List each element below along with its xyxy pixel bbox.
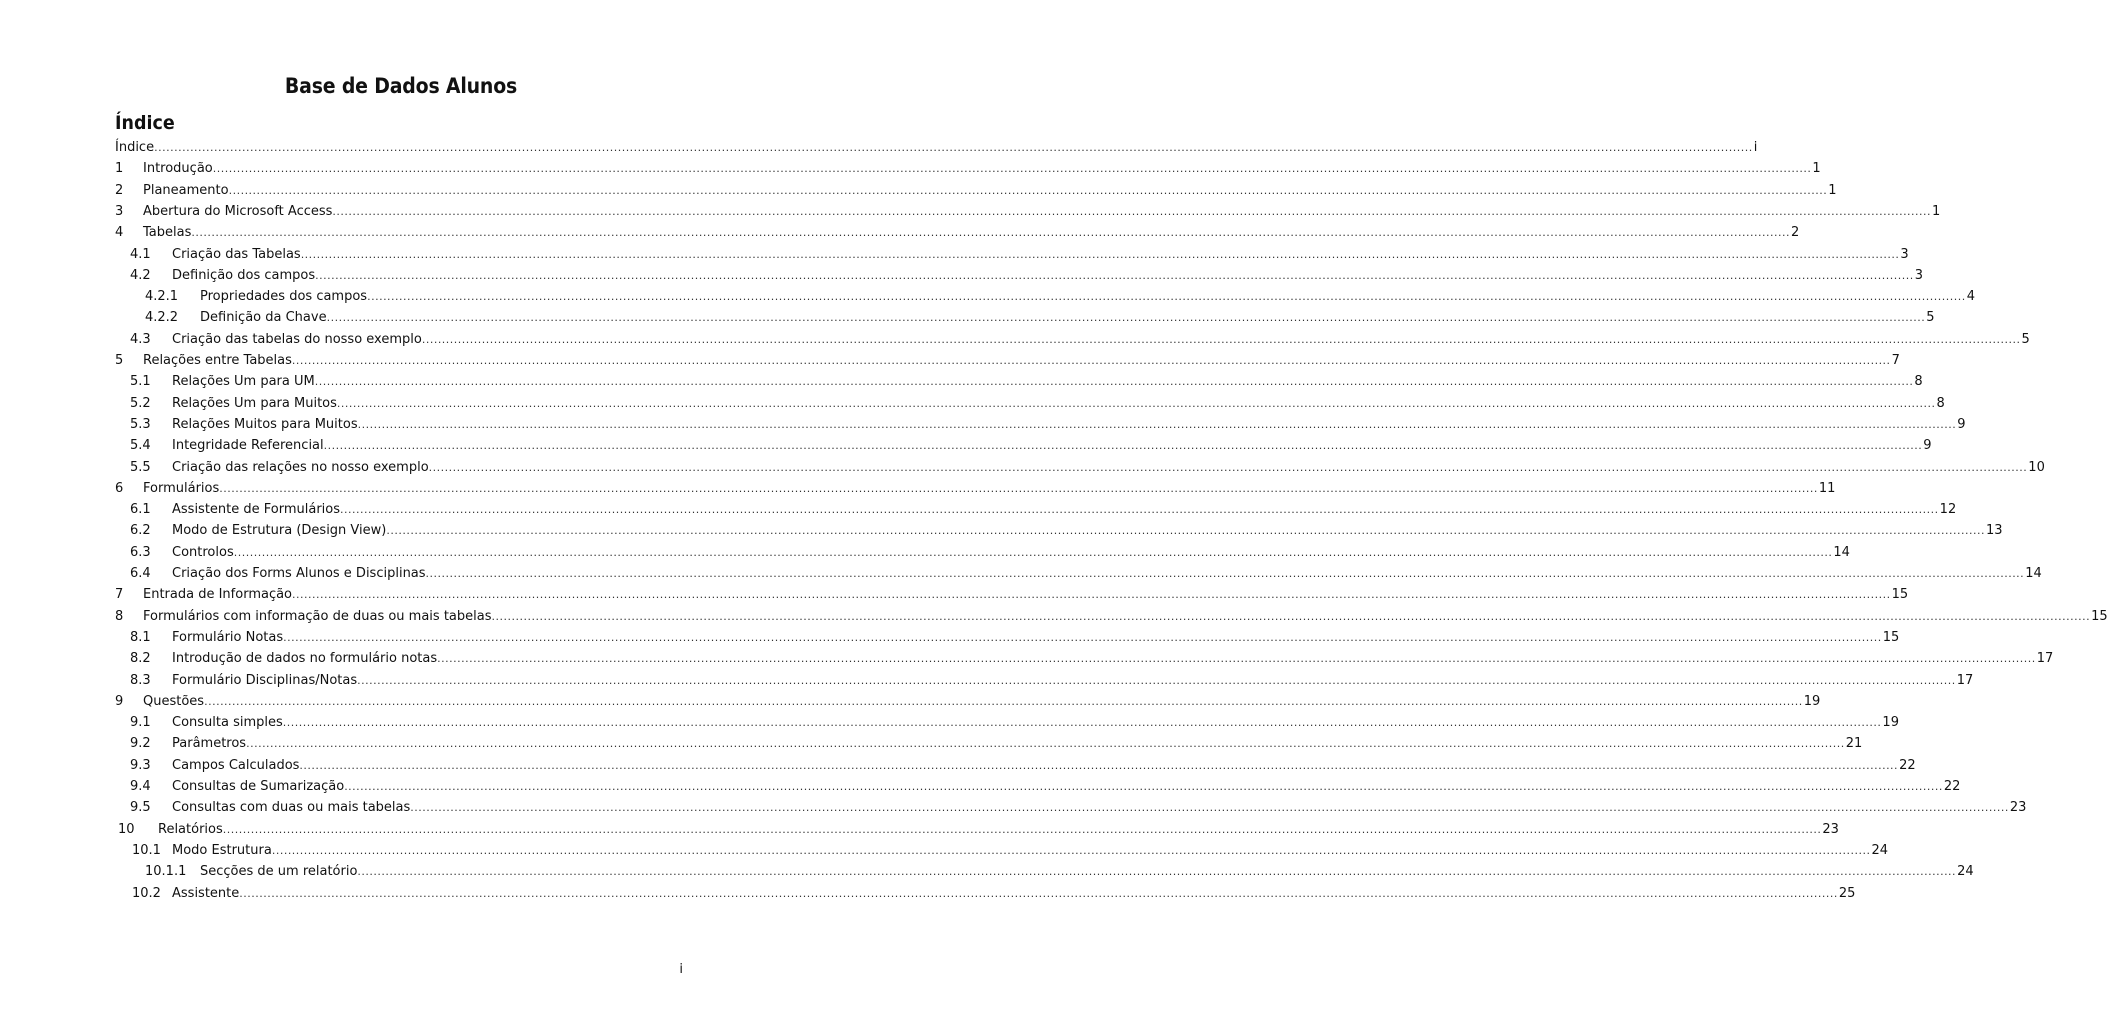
toc-entry[interactable] <box>130 650 2054 668</box>
toc-entry-number: 8 <box>115 608 124 624</box>
toc-entry-number: 6 <box>115 480 124 496</box>
toc-entry[interactable] <box>130 267 1924 285</box>
toc-entry-number: 4.3 <box>130 331 151 347</box>
toc-entry[interactable] <box>130 437 1932 455</box>
toc-entry[interactable] <box>130 778 1961 796</box>
page-number: i <box>679 962 683 977</box>
toc-entry-number: 3 <box>115 203 124 219</box>
toc-entry-label: Formulários com informação de duas ou mais tabelas <box>143 608 492 624</box>
toc-entry-page: 9 <box>1923 438 1932 454</box>
toc-entry-page: 23 <box>1822 821 1839 837</box>
toc-entry-page: 9 <box>1957 416 1966 432</box>
toc-entry[interactable] <box>115 480 1836 498</box>
toc-entry-label: Modo Estrutura <box>172 842 272 858</box>
toc-entry-number: 5.1 <box>130 374 151 390</box>
toc-entry-number: 6.3 <box>130 544 151 560</box>
toc-entry[interactable] <box>118 821 1839 839</box>
toc-entry[interactable] <box>130 714 1899 732</box>
toc-dot-leader: ................................................................................................................................................................................................................................................................................................................................................................................................................ <box>154 141 1753 154</box>
toc-dot-leader: ................................................................................................................................................................................................................................................................................................................................................................................................................ <box>204 694 1803 708</box>
toc-dot-leader: ................................................................................................................................................................................................................................................................................................................................................................................................................ <box>410 801 2009 815</box>
toc-entry-number: 4.2.2 <box>145 310 179 326</box>
toc-entry[interactable] <box>130 544 1850 562</box>
toc-dot-leader: ................................................................................................................................................................................................................................................................................................................................................................................................................ <box>219 481 1818 495</box>
toc-entry-label: Parâmetros <box>172 736 247 752</box>
toc-entry-page: 15 <box>1882 629 1900 645</box>
toc-entry-label: Relações Muitos para Muitos <box>172 416 358 432</box>
toc-entry-label: Definição da Chave <box>200 310 327 326</box>
toc-entry-page: 24 <box>1957 864 1974 880</box>
toc-entry-page: 10 <box>2028 459 2045 475</box>
toc-entry-page: 1 <box>1932 203 1941 219</box>
toc-entry[interactable] <box>130 416 1966 434</box>
toc-entry-number: 5 <box>115 353 124 368</box>
toc-entry-number: 7 <box>115 587 124 603</box>
toc-entry[interactable] <box>130 735 1863 753</box>
toc-dot-leader: ................................................................................................................................................................................................................................................................................................................................................................................................................ <box>357 865 1957 879</box>
toc-entry-number: 5.2 <box>130 395 151 411</box>
toc-dot-leader: ................................................................................................................................................................................................................................................................................................................................................................................................................ <box>428 460 2028 474</box>
toc-entry-number: 6.4 <box>130 566 151 581</box>
toc-dot-leader: ................................................................................................................................................................................................................................................................................................................................................................................................................ <box>314 375 1914 389</box>
toc-dot-leader: ................................................................................................................................................................................................................................................................................................................................................................................................................ <box>332 204 1932 218</box>
toc-entry-label: Abertura do Microsoft Access <box>143 203 333 219</box>
toc-entry-page: 1 <box>1812 161 1821 177</box>
toc-entry-page: 22 <box>1899 757 1916 773</box>
toc-entry-number: 9.4 <box>130 779 151 794</box>
toc-entry-label: Questões <box>143 693 205 709</box>
toc-entry-page: 24 <box>1871 842 1889 858</box>
toc-dot-leader: ................................................................................................................................................................................................................................................................................................................................................................................................................ <box>357 673 1956 687</box>
toc-entry[interactable] <box>145 863 1974 881</box>
toc-entry[interactable] <box>130 757 1916 775</box>
toc-entry-label: Formulário Notas <box>172 629 284 645</box>
toc-entry-page: 19 <box>1882 715 1899 731</box>
toc-entry-label: Relações Um para Muitos <box>172 395 337 411</box>
toc-entry[interactable] <box>115 608 2108 626</box>
toc-entry[interactable] <box>130 565 2042 583</box>
toc-entry-label: Consultas com duas ou mais tabelas <box>172 800 411 816</box>
toc-entry-number: 6.1 <box>130 502 151 518</box>
toc-entry-number: 4.2 <box>130 267 151 283</box>
toc-entry-number: 10.1.1 <box>145 864 187 880</box>
toc-entry-page: 3 <box>1914 267 1924 283</box>
toc-entry-page: 17 <box>1956 672 1974 688</box>
toc-entry-page: 5 <box>2021 331 2030 347</box>
toc-entry-page: i <box>1753 140 1758 155</box>
toc-dot-leader: ................................................................................................................................................................................................................................................................................................................................................................................................................ <box>323 439 1923 453</box>
toc-entry-number: 10.1 <box>132 842 161 858</box>
toc-entry-label: Assistente <box>172 885 240 901</box>
toc-entry-label: Criação das relações no nosso exemplo <box>172 459 429 475</box>
toc-entry-number: 4 <box>115 225 124 241</box>
toc-entry-page: 5 <box>1926 310 1935 326</box>
toc-entry-page: 8 <box>1914 374 1923 390</box>
toc-entry-label: Criação dos Forms Alunos e Disciplinas <box>172 566 426 581</box>
toc-entry-page: 23 <box>2009 800 2027 816</box>
toc-entry-page: 21 <box>1845 736 1863 752</box>
toc-entry-number: 5.4 <box>130 438 151 454</box>
toc-entry[interactable] <box>130 246 1909 264</box>
toc-entry-label: Relações Um para UM <box>172 374 315 390</box>
toc-entry[interactable] <box>130 672 1974 690</box>
toc-dot-leader: ................................................................................................................................................................................................................................................................................................................................................................................................................ <box>292 588 1891 602</box>
toc-entry[interactable] <box>115 693 1821 711</box>
toc-entry-page: 14 <box>2025 566 2042 581</box>
toc-entry-label: Campos Calculados <box>172 757 300 773</box>
toc-entry-label: Introdução <box>143 161 213 177</box>
document-title: Base de Dados Alunos <box>284 74 518 98</box>
toc-entry-label: Modo de Estrutura (Design View) <box>172 523 387 539</box>
toc-entry[interactable] <box>130 799 2027 817</box>
toc-entry-label: Assistente de Formulários <box>172 502 341 518</box>
toc-entry-page: 15 <box>1891 587 1909 603</box>
toc-entry-number: 8.2 <box>130 651 151 667</box>
toc-entry-label: Criação das Tabelas <box>172 246 301 262</box>
toc-entry[interactable] <box>115 203 1941 221</box>
toc-entry-number: 2 <box>115 182 124 198</box>
toc-entry-number: 9 <box>115 693 124 709</box>
toc-entry-number: 4.2.1 <box>145 289 179 305</box>
toc-entry-page: 22 <box>1943 779 1961 794</box>
toc-dot-leader: ................................................................................................................................................................................................................................................................................................................................................................................................................ <box>357 417 1957 431</box>
toc-dot-leader: ................................................................................................................................................................................................................................................................................................................................................................................................................ <box>367 290 1966 304</box>
toc-dot-leader: ................................................................................................................................................................................................................................................................................................................................................................................................................ <box>344 780 1943 793</box>
toc-entry-page: 2 <box>1791 225 1800 241</box>
toc-entry[interactable] <box>115 352 1900 370</box>
toc-entry-page: 19 <box>1803 693 1821 709</box>
toc-entry[interactable] <box>130 459 2045 477</box>
toc-dot-leader: ................................................................................................................................................................................................................................................................................................................................................................................................................ <box>283 630 1882 644</box>
toc-dot-leader: ................................................................................................................................................................................................................................................................................................................................................................................................................ <box>222 822 1822 836</box>
toc-entry-page: 3 <box>1900 246 1909 262</box>
toc-entry-label: Consultas de Sumarização <box>172 779 345 794</box>
toc-dot-leader: ................................................................................................................................................................................................................................................................................................................................................................................................................ <box>291 354 1891 367</box>
toc-dot-leader: ................................................................................................................................................................................................................................................................................................................................................................................................................ <box>246 737 1845 751</box>
toc-entry-number: 8.1 <box>130 629 151 645</box>
toc-entry-label: Formulário Disciplinas/Notas <box>172 672 358 688</box>
toc-dot-leader: ................................................................................................................................................................................................................................................................................................................................................................................................................ <box>421 332 2021 346</box>
toc-dot-leader: ................................................................................................................................................................................................................................................................................................................................................................................................................ <box>437 652 2036 666</box>
toc-entry-number: 1 <box>115 161 124 177</box>
toc-entry[interactable] <box>132 842 1889 860</box>
toc-dot-leader: ................................................................................................................................................................................................................................................................................................................................................................................................................ <box>491 609 2091 623</box>
toc-entry[interactable] <box>130 501 1957 519</box>
toc-dot-leader: ................................................................................................................................................................................................................................................................................................................................................................................................................ <box>425 567 2025 580</box>
toc-entry-page: 7 <box>1891 353 1900 368</box>
toc-entry[interactable] <box>115 182 1837 200</box>
toc-entry-number: 9.1 <box>130 715 151 731</box>
toc-dot-leader: ................................................................................................................................................................................................................................................................................................................................................................................................................ <box>191 226 1790 240</box>
toc-entry-label: Tabelas <box>143 225 192 241</box>
toc-entry-page: 12 <box>1939 502 1957 518</box>
toc-entry-number: 10 <box>118 821 135 837</box>
toc-entry[interactable] <box>145 288 1975 306</box>
toc-entry-label: Criação das tabelas do nosso exemplo <box>172 331 422 347</box>
toc-entry[interactable] <box>130 373 1923 391</box>
toc-entry[interactable] <box>130 629 1900 647</box>
toc-dot-leader: ................................................................................................................................................................................................................................................................................................................................................................................................................ <box>336 396 1936 410</box>
toc-entry-number: 8.3 <box>130 672 151 688</box>
toc-entry-label: Introdução de dados no formulário notas <box>172 651 438 667</box>
toc-entry-number: 6.2 <box>130 523 151 539</box>
toc-dot-leader: ................................................................................................................................................................................................................................................................................................................................................................................................................ <box>239 886 1838 900</box>
toc-entry-page: 14 <box>1833 544 1850 560</box>
toc-entry-label: Controlos <box>172 544 234 560</box>
toc-entry[interactable] <box>130 331 2030 349</box>
toc-entry-page: 13 <box>1986 523 2003 539</box>
toc-dot-leader: ................................................................................................................................................................................................................................................................................................................................................................................................................ <box>299 758 1899 772</box>
toc-entry[interactable] <box>132 885 1856 903</box>
toc-entry-page: 17 <box>2036 651 2054 667</box>
toc-entry[interactable] <box>115 586 1909 604</box>
toc-entry-number: 4.1 <box>130 246 151 262</box>
toc-entry-label: Planeamento <box>143 182 229 198</box>
toc-entry-label: Relatórios <box>158 821 223 837</box>
toc-dot-leader: ................................................................................................................................................................................................................................................................................................................................................................................................................ <box>282 716 1882 730</box>
toc-dot-leader: ................................................................................................................................................................................................................................................................................................................................................................................................................ <box>386 524 1985 538</box>
toc-entry-label: Entrada de Informação <box>143 587 293 603</box>
toc-entry-label: Relações entre Tabelas <box>143 353 292 368</box>
toc-entry-number: 9.5 <box>130 800 151 816</box>
toc-entry[interactable] <box>115 224 1800 242</box>
toc-dot-leader: ................................................................................................................................................................................................................................................................................................................................................................................................................ <box>340 503 1939 517</box>
toc-entry-page: 4 <box>1966 289 1975 305</box>
toc-entry-page: 1 <box>1828 182 1837 198</box>
toc-entry[interactable] <box>115 160 1821 178</box>
toc-dot-leader: ................................................................................................................................................................................................................................................................................................................................................................................................................ <box>300 247 1900 261</box>
toc-entry-label: Índice <box>115 140 155 155</box>
toc-entry-number: 5.3 <box>130 416 151 432</box>
toc-entry-label: Formulários <box>143 480 220 496</box>
toc-entry[interactable] <box>130 522 2003 540</box>
toc-entry[interactable] <box>145 309 1935 327</box>
toc-entry-page: 25 <box>1838 885 1856 901</box>
toc-entry-page: 11 <box>1818 480 1836 496</box>
toc-entry-number: 5.5 <box>130 459 151 475</box>
toc-entry-page: 8 <box>1936 395 1945 411</box>
toc-entry-page: 15 <box>2091 608 2108 624</box>
toc-dot-leader: ................................................................................................................................................................................................................................................................................................................................................................................................................ <box>228 183 1828 197</box>
toc-heading: Índice <box>115 112 175 134</box>
toc-dot-leader: ................................................................................................................................................................................................................................................................................................................................................................................................................ <box>212 162 1812 176</box>
toc-entry-label: Definição dos campos <box>172 267 316 283</box>
toc-dot-leader: ................................................................................................................................................................................................................................................................................................................................................................................................................ <box>271 843 1871 857</box>
toc-entry-label: Secções de um relatório <box>200 864 358 880</box>
toc-entry-number: 9.2 <box>130 736 151 752</box>
toc-entry[interactable] <box>130 395 1945 413</box>
toc-dot-leader: ................................................................................................................................................................................................................................................................................................................................................................................................................ <box>315 268 1914 282</box>
toc-entry-number: 10.2 <box>132 885 161 901</box>
toc-entry-label: Propriedades dos campos <box>200 289 368 305</box>
toc-dot-leader: ................................................................................................................................................................................................................................................................................................................................................................................................................ <box>326 311 1926 325</box>
toc-dot-leader: ................................................................................................................................................................................................................................................................................................................................................................................................................ <box>233 545 1833 559</box>
toc-entry[interactable] <box>115 139 1758 157</box>
toc-entry-label: Consulta simples <box>172 715 283 731</box>
toc-entry-number: 9.3 <box>130 757 151 773</box>
toc-entry-label: Integridade Referencial <box>172 438 324 454</box>
